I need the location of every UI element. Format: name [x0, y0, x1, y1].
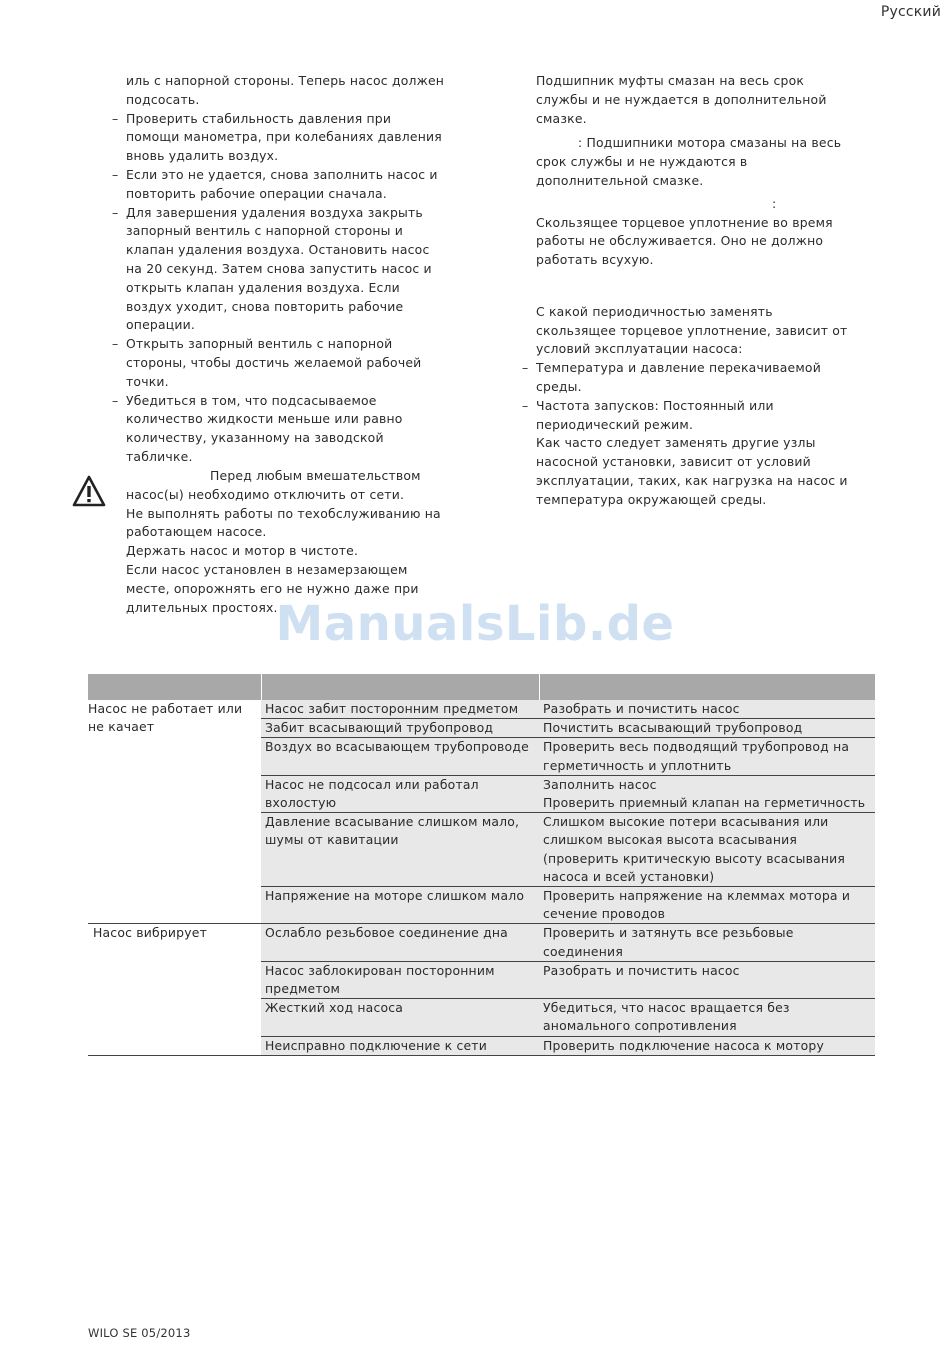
warning-triangle-icon — [72, 475, 106, 507]
warning-line: Держать насос и мотор в чистоте. — [126, 543, 359, 559]
cause-cell: Насос заблокирован посторонним предметом — [261, 961, 539, 998]
left-column — [126, 72, 446, 467]
table-row — [88, 924, 875, 961]
cause-cell: Неисправно подключение к сети — [261, 1036, 539, 1055]
remedy-cell: Проверить подключение насоса к мотору — [539, 1036, 875, 1055]
remedy-cell: Убедиться, что насос вращается без аномального сопротивления — [539, 999, 875, 1036]
instruction-list — [126, 110, 446, 467]
list-item: – Для завершения удаления воздуха закрыть запорный вентиль с напорной стороны и клапан удаления воздуха. Остановить насос на 20 секунд. Затем снова запустить насос и открыть клапан удаления воздуха. Если воздух уходит, снова повторить рабочие операции. — [126, 204, 446, 336]
remedy-cell: Разобрать и почистить насос — [539, 700, 875, 719]
list-item: – Если это не удается, снова заполнить насос и повторить рабочие операции сначала. — [126, 166, 446, 204]
warning-block — [126, 467, 446, 617]
cause-cell: Жесткий ход насоса — [261, 999, 539, 1036]
table-row — [88, 700, 875, 719]
list-item: – Проверить стабильность давления при помощи манометра, при колебаниях давления вновь удалить воздух. — [126, 110, 446, 166]
paragraph: Как часто следует заменять другие узлы насосной установки, зависит от условий эксплуатации, таких, как нагрузка на насос и температура окружающей среды. — [536, 435, 848, 507]
continuation-text: иль с напорной стороны. Теперь насос должен подсосать. — [126, 73, 445, 107]
cause-cell: Давление всасывание слишком мало, шумы от кавитации — [261, 813, 539, 887]
remedy-cell: Слишком высокие потери всасывания или слишком высокая высота всасывания (проверить критическую высоту всасывания насоса и всей установки) — [539, 813, 875, 887]
footer-text: WILO SE 05/2013 — [88, 1326, 191, 1340]
paragraph: Скользящее торцевое уплотнение во время работы не обслуживается. Оно не должно работать всухую. — [536, 214, 833, 268]
cause-cell: Насос не подсосал или работал вхолостую — [261, 775, 539, 812]
factor-list — [536, 359, 856, 434]
cause-cell: Ослабло резьбовое соединение дна — [261, 924, 539, 961]
remedy-cell: Проверить напряжение на клеммах мотора и сечение проводов — [539, 887, 875, 924]
table-header-cell — [88, 674, 261, 700]
warning-line: Перед любым вмешательством насос(ы) необходимо отключить от сети. — [126, 468, 421, 502]
remedy-cell: Проверить и затянуть все резьбовые соединения — [539, 924, 875, 961]
cause-cell: Насос забит посторонним предметом — [261, 700, 539, 719]
list-item: – Убедиться в том, что подсасываемое количество жидкости меньше или равно количеству, указанному на заводской табличке. — [126, 392, 446, 467]
paragraph: С какой периодичностью заменять скользящее торцевое уплотнение, зависит от условий эксплуатации насоса: — [536, 303, 848, 357]
cause-cell: Забит всасывающий трубопровод — [261, 719, 539, 738]
problem-cell: Насос не работает или не качает — [88, 700, 261, 924]
list-item: – Частота запусков: Постоянный или периодический режим. — [536, 397, 856, 435]
remedy-cell: Почистить всасывающий трубопровод — [539, 719, 875, 738]
paragraph: Подшипник муфты смазан на весь срок службы и не нуждается в дополнительной смазке. — [536, 73, 827, 126]
watermark: ManualsLib.de — [275, 596, 675, 652]
right-column — [536, 72, 856, 510]
warning-line: Если насос установлен в незамерзающем месте, опорожнять его не нужно даже при длительных простоях. — [126, 561, 419, 615]
warning-line: Не выполнять работы по техобслуживанию на работающем насосе. — [126, 505, 441, 540]
list-item: – Открыть запорный вентиль с напорной стороны, чтобы достичь желаемой рабочей точки. — [126, 335, 446, 391]
table-header-cell — [261, 674, 539, 700]
remedy-cell: Разобрать и почистить насос — [539, 961, 875, 998]
remedy-cell: Проверить весь подводящий трубопровод на герметичность и уплотнить — [539, 738, 875, 775]
paragraph: : Подшипники мотора смазаны на весь срок службы и не нуждаются в дополнительной смазке. — [536, 135, 842, 188]
table-header-cell — [539, 674, 875, 700]
troubleshooting-table — [88, 674, 876, 1056]
table-header-row — [88, 674, 875, 700]
remedy-cell: Заполнить насос Проверить приемный клапан на герметичность — [539, 775, 875, 812]
paragraph: : — [772, 195, 777, 211]
cause-cell: Напряжение на моторе слишком мало — [261, 887, 539, 924]
problem-cell: Насос вибрирует — [88, 924, 261, 1055]
cause-cell: Воздух во всасывающем трубопроводе — [261, 738, 539, 775]
language-label: Русский — [880, 4, 941, 20]
list-item: – Температура и давление перекачиваемой среды. — [536, 359, 856, 397]
